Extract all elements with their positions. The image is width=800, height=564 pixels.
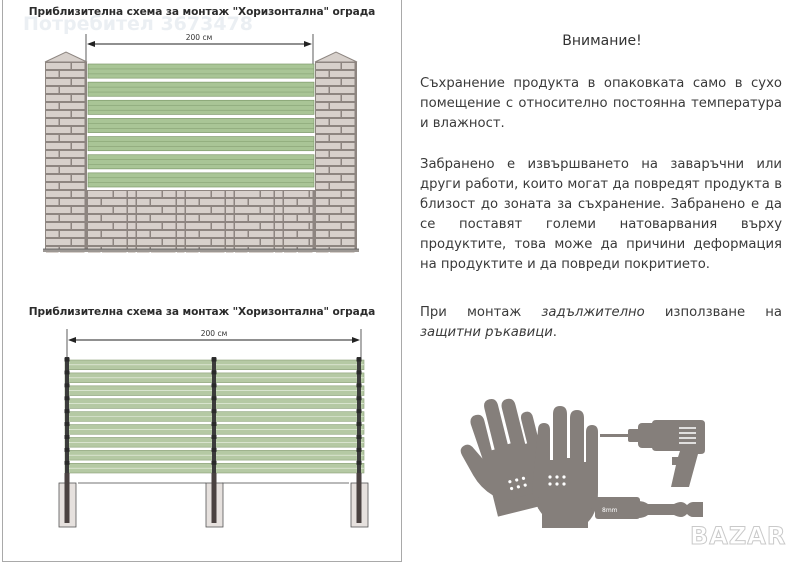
gloves-mid: използване на	[644, 305, 782, 320]
dimension-label: 200 см	[185, 33, 213, 42]
fastener	[357, 383, 362, 387]
fastener	[212, 370, 217, 374]
fastener	[65, 435, 70, 439]
fastener	[65, 370, 70, 374]
left-panel	[2, 0, 402, 562]
arrow-left-icon	[68, 337, 76, 343]
fastener	[357, 422, 362, 426]
top-diagram-title: Приблизителна схема за монтаж "Хоризонтална" ограда	[28, 6, 376, 18]
post	[212, 357, 217, 523]
fastener	[357, 358, 362, 362]
fastener	[212, 383, 217, 387]
fastener	[212, 435, 217, 439]
fastener	[212, 422, 217, 426]
post	[357, 357, 362, 523]
fastener	[212, 461, 217, 465]
fastener	[65, 396, 70, 400]
fastener	[357, 435, 362, 439]
gloves-emphasis-gloves: защитни ръкавици	[420, 325, 553, 340]
post-fence-diagram	[3, 0, 401, 563]
socket-bit-icon	[595, 497, 703, 519]
fastener	[357, 396, 362, 400]
drill-icon	[600, 420, 705, 487]
fastener	[212, 448, 217, 452]
fastener	[65, 422, 70, 426]
post-footing	[357, 473, 362, 523]
fastener	[212, 396, 217, 400]
fastener	[357, 448, 362, 452]
user-watermark: Потребител 3673478	[23, 13, 254, 35]
gloves-paragraph	[420, 303, 782, 343]
post	[65, 357, 70, 523]
prohibited-paragraph: Забранено е извършването на заваръчни или други работи, които могат да повредят продукта в близост до зоната за съхранение. Забранено е да се поставят големи натоварвания върху продуктите, това може да причини деформация на продуктите и да повреди покритието.	[420, 157, 782, 272]
fastener	[357, 370, 362, 374]
dimension-line-bottom	[67, 329, 361, 359]
post-footing	[65, 473, 70, 523]
fastener	[212, 409, 217, 413]
arrow-right-icon	[352, 337, 360, 343]
fastener	[65, 461, 70, 465]
post-footing	[212, 473, 217, 523]
bit-size-label: 8mm	[602, 507, 618, 514]
fastener	[357, 461, 362, 465]
fastener	[65, 358, 70, 362]
gloves-prefix: При монтаж	[420, 305, 542, 320]
notice-title: Внимание!	[562, 33, 642, 49]
gloves-suffix: .	[552, 325, 557, 340]
fastener	[65, 448, 70, 452]
fastener	[65, 383, 70, 387]
bottom-diagram-title: Приблизителна схема за монтаж "Хоризонтална" ограда	[28, 306, 376, 318]
bazar-watermark: BAZAR	[690, 522, 787, 550]
fastener	[212, 358, 217, 362]
gloves-emphasis-required: задължително	[541, 305, 645, 320]
dimension-label: 200 см	[200, 329, 228, 338]
fastener	[65, 409, 70, 413]
storage-paragraph: Съхранение продукта в опаковката само в сухо помещение с относително постоянна температура и влажност.	[420, 76, 782, 131]
fastener	[357, 409, 362, 413]
gloves-icon	[450, 390, 598, 528]
